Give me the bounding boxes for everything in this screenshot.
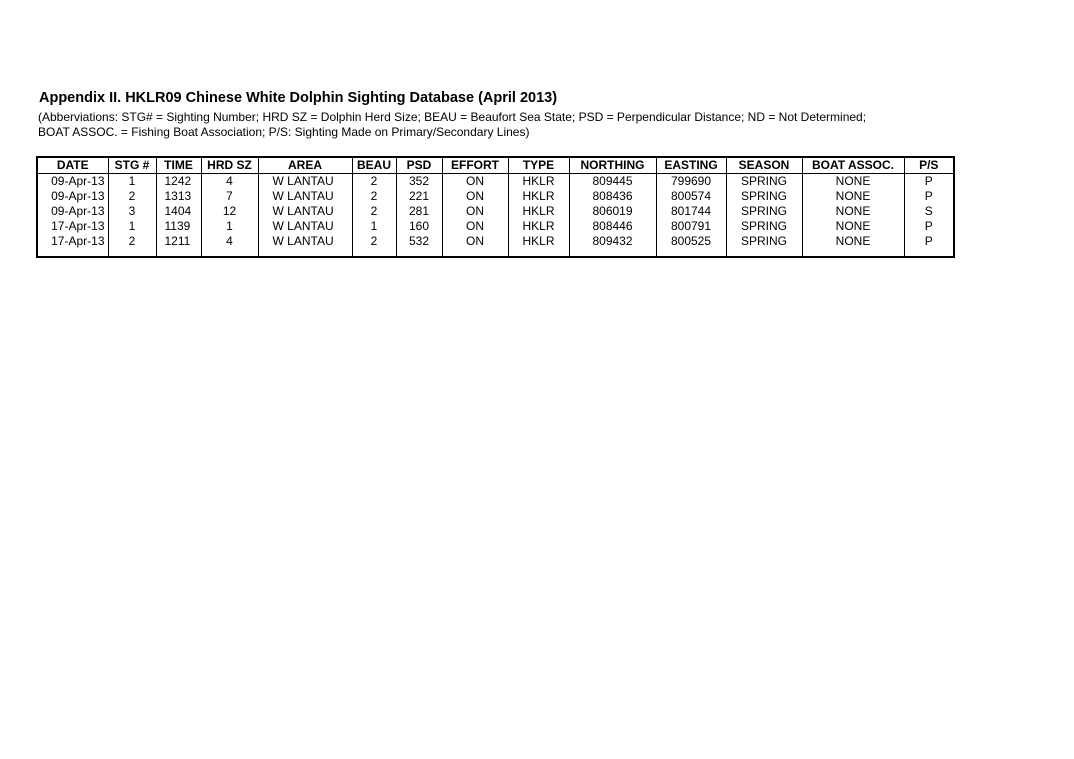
- table-body: [37, 174, 954, 258]
- cell-date: 17-Apr-13: [37, 234, 108, 249]
- cell-northing: 809445: [569, 174, 656, 190]
- cell-stg: 1: [108, 174, 156, 190]
- cell-hrd-sz: 1: [201, 219, 258, 234]
- abbreviations-line-1: (Abberviations: STG# = Sighting Number; HRD SZ = Dolphin Herd Size; BEAU = Beaufort Sea State; PSD = Perpendicular Distance; ND = Not Determined;: [38, 110, 867, 124]
- cell-time: 1211: [156, 234, 201, 249]
- sighting-table: [36, 156, 955, 258]
- header-hrd-sz: HRD SZ: [201, 157, 258, 174]
- cell-time: 1313: [156, 189, 201, 204]
- cell-season: SPRING: [726, 204, 802, 219]
- cell-date: 09-Apr-13: [37, 174, 108, 190]
- header-psd: PSD: [396, 157, 442, 174]
- cell-time: 1242: [156, 174, 201, 190]
- table-row: [37, 189, 954, 204]
- cell-time: 1404: [156, 204, 201, 219]
- cell-easting: 801744: [656, 204, 726, 219]
- cell-date: 17-Apr-13: [37, 219, 108, 234]
- cell-northing: 806019: [569, 204, 656, 219]
- table-header: [37, 157, 954, 174]
- cell-type: HKLR: [508, 189, 569, 204]
- cell-type: HKLR: [508, 174, 569, 190]
- cell-stg: 3: [108, 204, 156, 219]
- cell-effort: ON: [442, 204, 508, 219]
- table-row: [37, 219, 954, 234]
- cell-area: W LANTAU: [258, 204, 352, 219]
- cell-ps: P: [904, 219, 954, 234]
- cell-ps: P: [904, 189, 954, 204]
- cell-easting: 800791: [656, 219, 726, 234]
- cell-ps: P: [904, 174, 954, 190]
- header-date: DATE: [37, 157, 108, 174]
- header-season: SEASON: [726, 157, 802, 174]
- page-title: Appendix II. HKLR09 Chinese White Dolphin Sighting Database (April 2013): [39, 90, 558, 106]
- cell-season: SPRING: [726, 174, 802, 190]
- cell-psd: 160: [396, 219, 442, 234]
- cell-stg: 2: [108, 189, 156, 204]
- header-northing: NORTHING: [569, 157, 656, 174]
- cell-season: SPRING: [726, 219, 802, 234]
- header-time: TIME: [156, 157, 201, 174]
- cell-hrd-sz: 7: [201, 189, 258, 204]
- cell-beau: 2: [352, 234, 396, 249]
- cell-date: 09-Apr-13: [37, 189, 108, 204]
- table-row: [37, 174, 954, 190]
- header-area: AREA: [258, 157, 352, 174]
- cell-ps: S: [904, 204, 954, 219]
- cell-ps: P: [904, 234, 954, 249]
- cell-psd: 352: [396, 174, 442, 190]
- cell-stg: 1: [108, 219, 156, 234]
- header-ps: P/S: [904, 157, 954, 174]
- header-boat-assoc: BOAT ASSOC.: [802, 157, 904, 174]
- header-stg: STG #: [108, 157, 156, 174]
- cell-hrd-sz: 4: [201, 234, 258, 249]
- table-bottom-spacer: [37, 249, 954, 257]
- cell-northing: 809432: [569, 234, 656, 249]
- cell-effort: ON: [442, 219, 508, 234]
- header-effort: EFFORT: [442, 157, 508, 174]
- header-type: TYPE: [508, 157, 569, 174]
- cell-time: 1139: [156, 219, 201, 234]
- header-beau: BEAU: [352, 157, 396, 174]
- cell-beau: 2: [352, 174, 396, 190]
- cell-beau: 2: [352, 204, 396, 219]
- cell-area: W LANTAU: [258, 219, 352, 234]
- cell-psd: 532: [396, 234, 442, 249]
- cell-area: W LANTAU: [258, 234, 352, 249]
- cell-type: HKLR: [508, 219, 569, 234]
- cell-effort: ON: [442, 174, 508, 190]
- cell-boat-assoc: NONE: [802, 234, 904, 249]
- cell-season: SPRING: [726, 189, 802, 204]
- cell-season: SPRING: [726, 234, 802, 249]
- cell-boat-assoc: NONE: [802, 174, 904, 190]
- cell-easting: 799690: [656, 174, 726, 190]
- cell-boat-assoc: NONE: [802, 219, 904, 234]
- table-row: [37, 234, 954, 249]
- header-easting: EASTING: [656, 157, 726, 174]
- header-row: [37, 157, 954, 174]
- cell-northing: 808446: [569, 219, 656, 234]
- cell-hrd-sz: 12: [201, 204, 258, 219]
- cell-boat-assoc: NONE: [802, 189, 904, 204]
- cell-effort: ON: [442, 189, 508, 204]
- cell-date: 09-Apr-13: [37, 204, 108, 219]
- cell-beau: 1: [352, 219, 396, 234]
- cell-easting: 800574: [656, 189, 726, 204]
- cell-type: HKLR: [508, 204, 569, 219]
- cell-hrd-sz: 4: [201, 174, 258, 190]
- cell-effort: ON: [442, 234, 508, 249]
- cell-area: W LANTAU: [258, 189, 352, 204]
- cell-type: HKLR: [508, 234, 569, 249]
- cell-beau: 2: [352, 189, 396, 204]
- cell-stg: 2: [108, 234, 156, 249]
- table-row: [37, 204, 954, 219]
- cell-area: W LANTAU: [258, 174, 352, 190]
- cell-psd: 281: [396, 204, 442, 219]
- cell-boat-assoc: NONE: [802, 204, 904, 219]
- cell-easting: 800525: [656, 234, 726, 249]
- cell-northing: 808436: [569, 189, 656, 204]
- cell-psd: 221: [396, 189, 442, 204]
- abbreviations-line-2: BOAT ASSOC. = Fishing Boat Association; P/S: Sighting Made on Primary/Secondary Lines): [38, 125, 530, 139]
